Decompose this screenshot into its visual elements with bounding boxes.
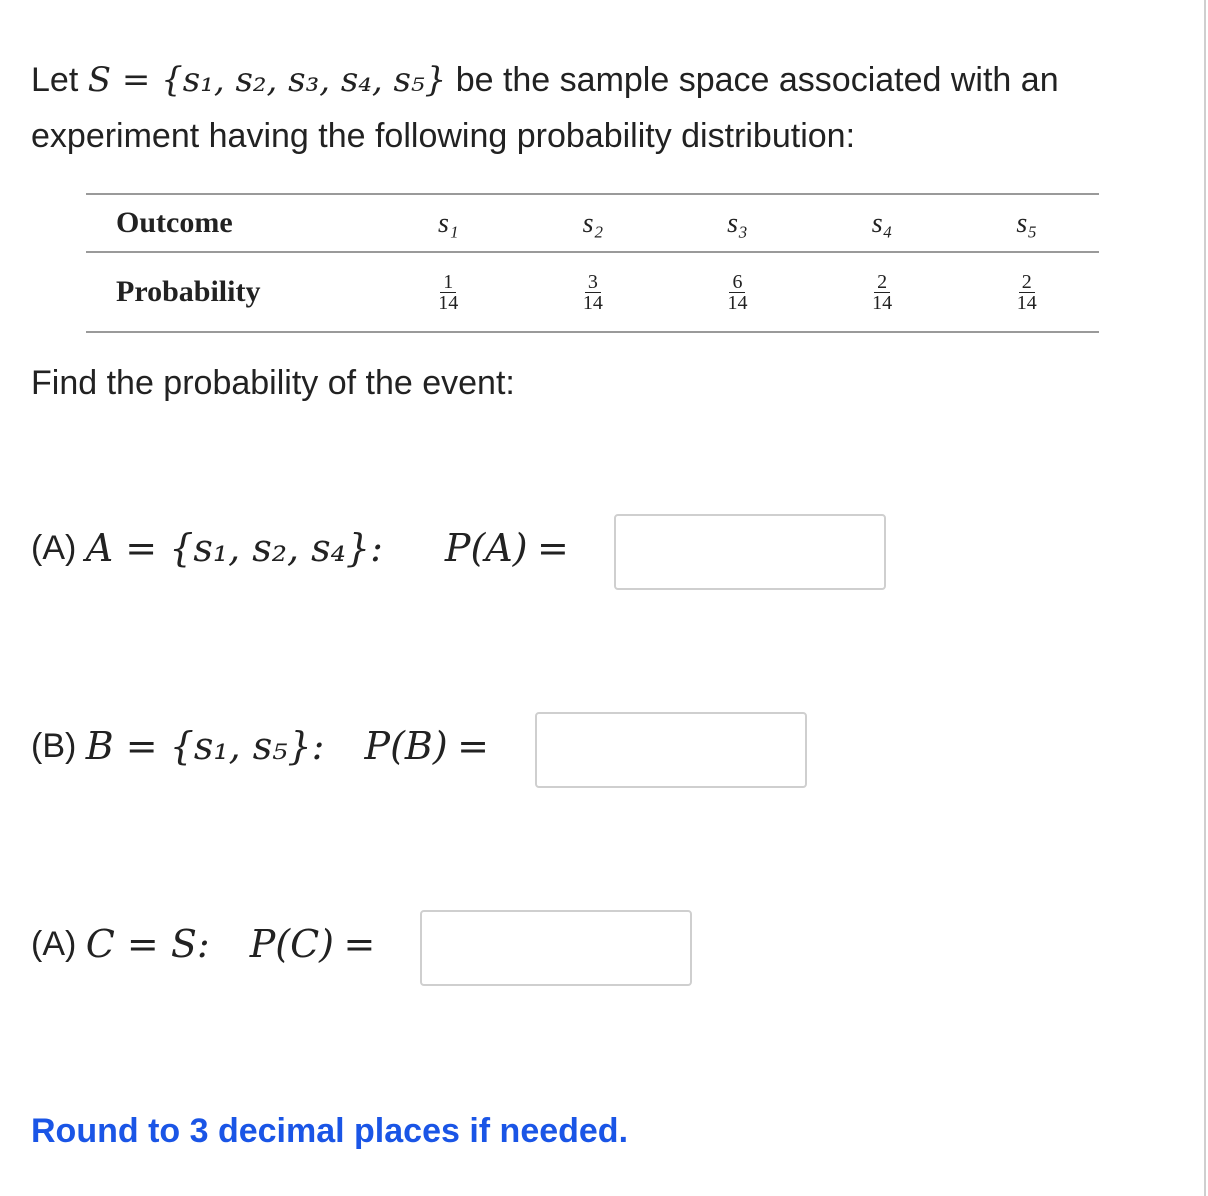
- question-c-expression: C = S:: [85, 922, 210, 966]
- question-b-tag: (B): [31, 726, 77, 765]
- probability-fraction: [580, 272, 606, 313]
- intro-line2: experiment having the following probability distribution:: [31, 117, 856, 155]
- rounding-note: Round to 3 decimal places if needed.: [31, 1112, 629, 1150]
- answer-input-c[interactable]: [420, 910, 692, 986]
- outcome-s2: s₂: [582, 208, 604, 239]
- question-b-expression: B = {s₁, s₅}:: [85, 724, 325, 768]
- fraction-denominator: 14: [1016, 291, 1037, 314]
- question-a-probability: P(A): [444, 526, 528, 570]
- table-cell-probability: [376, 252, 521, 332]
- table-cell-probability: [810, 252, 955, 332]
- probability-header: Probability: [86, 252, 376, 332]
- sample-space-expression: S = {s₁, s₂, s₃, s₄, s₅}: [87, 60, 447, 100]
- probability-fraction: [869, 272, 895, 313]
- question-a-expression: A = {s₁, s₂, s₄}:: [85, 526, 383, 570]
- question-b-probability: P(B): [364, 724, 448, 768]
- table-cell-probability: [521, 252, 666, 332]
- outcome-s5: s₅: [1016, 208, 1037, 239]
- question-a-tag: (A): [31, 528, 77, 567]
- outcome-header: Outcome: [86, 194, 376, 252]
- table-row-probabilities: [86, 252, 1099, 332]
- fraction-denominator: 14: [727, 291, 748, 314]
- fraction-denominator: 14: [438, 291, 459, 314]
- question-c-probability: P(C): [249, 922, 334, 966]
- fraction-numerator: 2: [874, 272, 890, 293]
- find-instruction: Find the probability of the event:: [31, 364, 515, 402]
- question-a: [31, 526, 569, 570]
- table-cell-probability: [665, 252, 810, 332]
- table-row-outcomes: [86, 194, 1099, 252]
- answer-input-b[interactable]: [535, 712, 807, 788]
- outcome-s3: s₃: [727, 208, 748, 239]
- question-a-equals: =: [537, 526, 569, 570]
- fraction-numerator: 2: [1019, 272, 1035, 293]
- probability-fraction: [435, 272, 461, 313]
- answer-input-a[interactable]: [614, 514, 886, 590]
- table-cell-outcome: [665, 194, 810, 252]
- fraction-denominator: 14: [872, 291, 893, 314]
- fraction-numerator: 6: [729, 272, 745, 293]
- fraction-numerator: 3: [585, 272, 601, 293]
- probability-distribution-table: [86, 193, 1099, 333]
- outcome-s1: s₁: [437, 208, 459, 239]
- question-c: [31, 922, 375, 966]
- fraction-denominator: 14: [582, 291, 603, 314]
- fraction-numerator: 1: [440, 272, 456, 293]
- question-c-equals: =: [343, 922, 376, 966]
- question-c-tag: (A): [31, 924, 77, 963]
- question-b-equals: =: [457, 724, 489, 768]
- table-cell-probability: [954, 252, 1099, 332]
- right-panel-border: [1204, 0, 1206, 1196]
- table-cell-outcome: [954, 194, 1099, 252]
- table-cell-outcome: [810, 194, 955, 252]
- problem-intro: [31, 52, 1191, 164]
- outcome-s4: s₄: [871, 208, 893, 239]
- probability-fraction: [724, 272, 750, 313]
- intro-line1-suffix: be the sample space associated with an: [455, 61, 1059, 99]
- table-cell-outcome: [521, 194, 666, 252]
- probability-fraction: [1014, 272, 1040, 313]
- intro-prefix: Let: [31, 61, 79, 99]
- table-cell-outcome: [376, 194, 521, 252]
- question-b: [31, 724, 489, 768]
